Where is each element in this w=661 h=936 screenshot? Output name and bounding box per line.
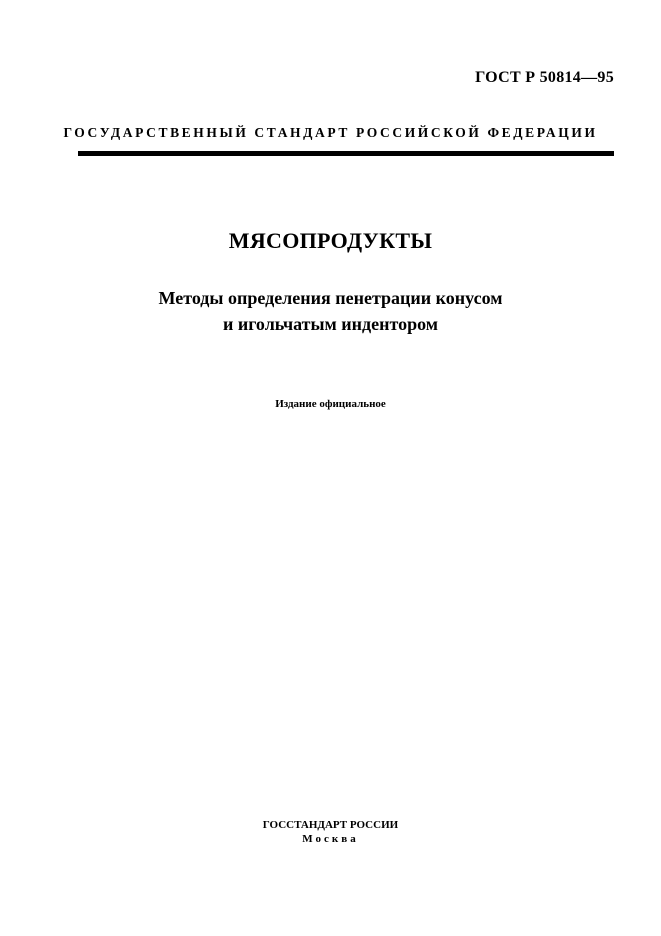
document-title: МЯСОПРОДУКТЫ (228, 228, 433, 253)
subtitle-line-2: и игольчатым индентором (222, 314, 439, 334)
subtitle-line-1: Методы определения пенетрации конусом (158, 288, 503, 308)
state-standard-heading: ГОСУДАРСТВЕННЫЙ СТАНДАРТ РОССИЙСКОЙ ФЕДЕРАЦИИ (63, 125, 598, 140)
header-rule (78, 151, 614, 156)
edition-label: Издание официальное (275, 398, 386, 410)
document-number: ГОСТ Р 50814—95 (475, 69, 614, 86)
publisher-name: ГОССТАНДАРТ РОССИИ (262, 819, 399, 831)
publisher-city: Москва (302, 833, 359, 845)
document-subtitle (0, 285, 661, 337)
